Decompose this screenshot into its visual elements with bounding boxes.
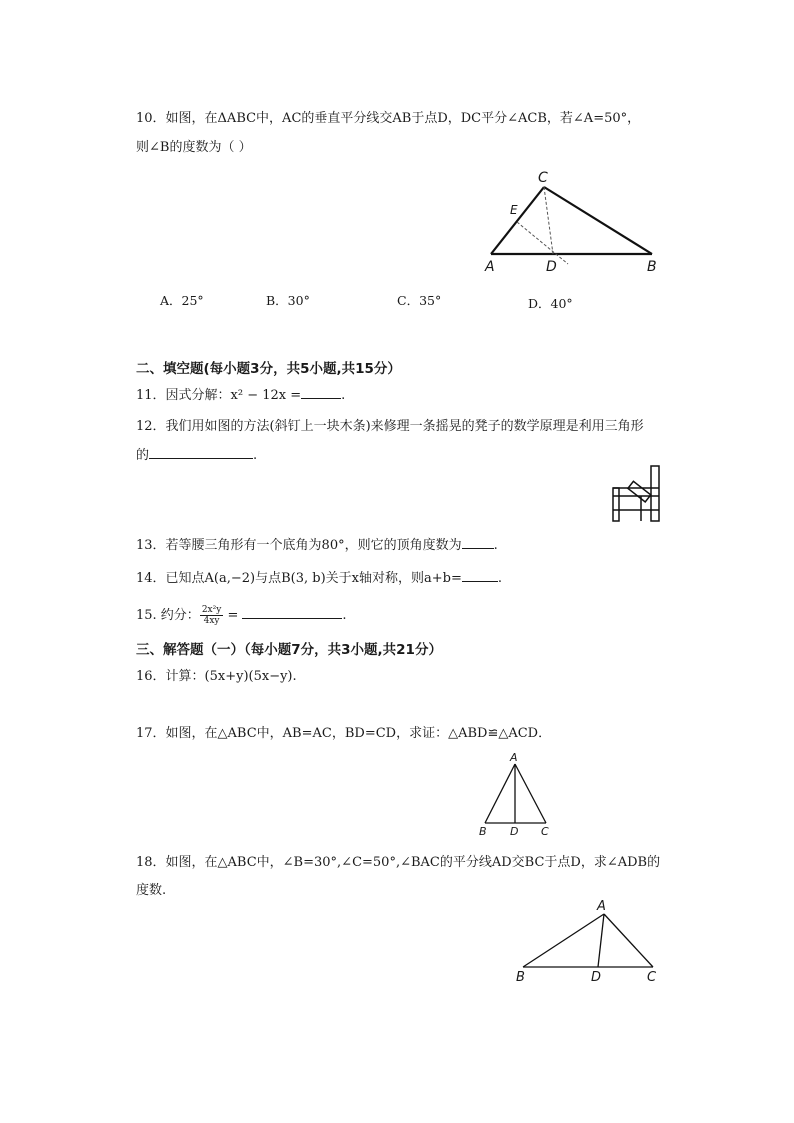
q15-row (136, 604, 346, 626)
q11-end: . (341, 388, 346, 403)
q13-row (136, 534, 498, 553)
section3-title: 三、解答题（一）（每小题7分，共3小题,共21分） (136, 642, 442, 658)
q10-label-a: A (485, 259, 495, 275)
q10-triangle-figure (491, 187, 652, 264)
q17-label-d: D (510, 825, 519, 838)
q11-row (136, 384, 345, 403)
q15-numerator: 2x²y (201, 605, 222, 615)
q15-equals: = (223, 608, 239, 623)
q12-row2 (136, 444, 257, 463)
q17-triangle-figure (485, 764, 546, 823)
q11-text: 11．因式分解：x² − 12x = (136, 388, 302, 403)
q10-perpendicular-bisector (517, 222, 568, 264)
q14-end: . (497, 571, 503, 586)
q10-label-b: B (647, 259, 657, 275)
q15-fraction (200, 605, 224, 626)
stool-figure (613, 466, 659, 521)
q12-prefix: 的 (136, 448, 150, 463)
q15-prefix: 15. 约分： (136, 608, 200, 623)
q10-label-d: D (546, 259, 557, 275)
q10-choice-c: C．35° (397, 293, 442, 308)
q18-label-b: B (516, 970, 525, 985)
q14-answer-blank[interactable] (462, 581, 498, 582)
q10-line1: 10．如图，在ΔABC中，AC的垂直平分线交AB于点D，DC平分∠ACB，若∠A=50°， (136, 111, 641, 126)
section2-title: 二、填空题(每小题3分，共5小题,共15分） (136, 361, 401, 377)
q14-text: 14．已知点A(a,−2)与点B(3, b)关于x轴对称，则a+b= (136, 571, 462, 586)
q10-side-ac (491, 187, 544, 254)
q18-label-c: C (647, 970, 657, 985)
q18-line1: 18．如图，在△ABC中，∠B=30°,∠C=50°,∠BAC的平分线AD交BC于点D，求∠ADB的 (136, 855, 661, 870)
q13-text: 13．若等腰三角形有一个底角为80°，则它的顶角度数为 (136, 538, 462, 553)
q12-answer-blank[interactable] (149, 458, 253, 459)
q13-end: . (493, 538, 498, 553)
q10-choice-a: A．25° (160, 293, 204, 308)
q16-text: 16．计算：(5x+y)(5x−y). (136, 669, 297, 684)
q17-text: 17．如图，在△ABC中，AB=AC，BD=CD，求证：△ABD≌△ACD． (136, 726, 552, 741)
q17-label-c: C (541, 825, 549, 838)
q10-side-cb (544, 187, 652, 254)
q10-segment-cd (544, 187, 553, 254)
q10-label-c: C (538, 170, 548, 186)
q13-answer-blank[interactable] (462, 548, 494, 549)
q10-line2: 则∠B的度数为（ ） (136, 140, 252, 155)
q18-label-d: D (591, 970, 602, 985)
q10-choice-d: D．40° (528, 296, 573, 311)
q10-label-e: E (510, 203, 518, 217)
q18-triangle-figure (523, 914, 653, 967)
q18-label-a: A (597, 899, 606, 914)
q11-answer-blank[interactable] (301, 398, 341, 399)
q15-end: . (342, 608, 347, 623)
q15-denominator: 4xy (203, 616, 220, 626)
q15-answer-blank[interactable] (242, 618, 342, 619)
q17-label-a: A (510, 751, 518, 764)
q12-end: . (253, 448, 258, 463)
q12-line1: 12．我们用如图的方法(斜钉上一块木条)来修理一条摇晃的凳子的数学原理是利用三角形 (136, 419, 644, 434)
q14-row (136, 567, 502, 586)
q10-choice-b: B．30° (266, 293, 310, 308)
q17-label-b: B (479, 825, 487, 838)
q18-line2: 度数. (136, 883, 167, 898)
